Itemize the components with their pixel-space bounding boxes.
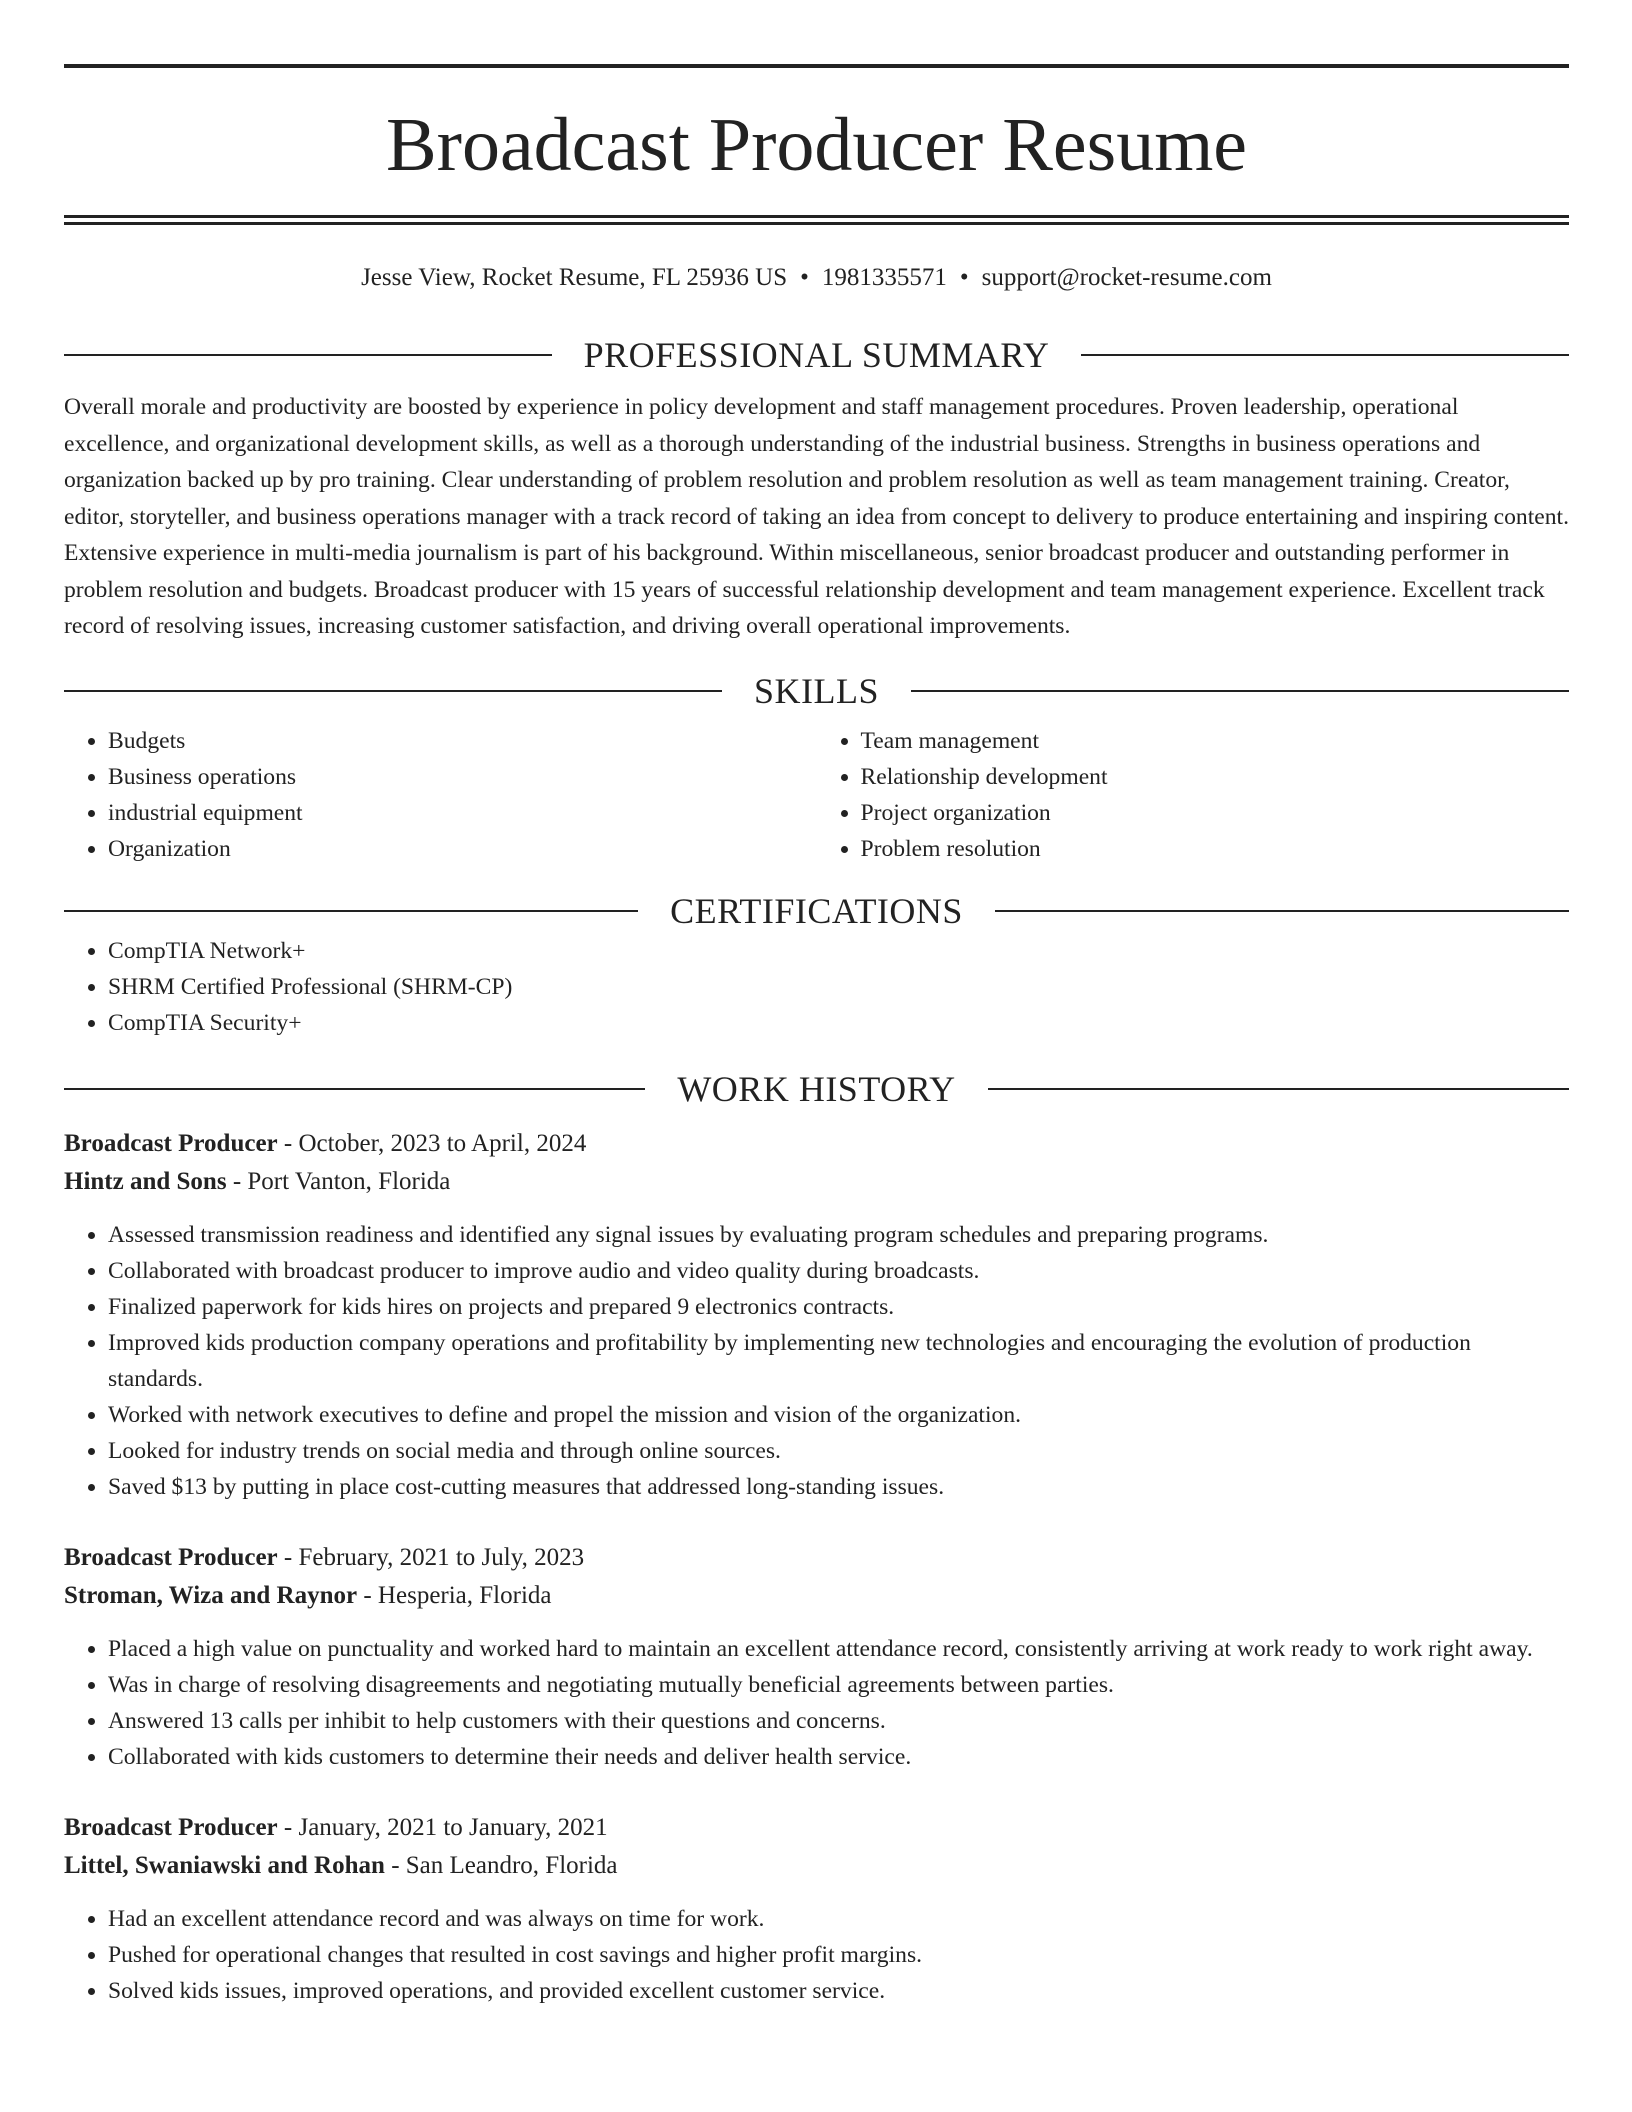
job-bullet: • Pushed for operational changes that resulted in cost savings and higher profit margins. [108,1937,1569,1973]
job-company: Hintz and Sons [64,1167,227,1195]
section-rule [988,1088,1569,1090]
job-bullet: • Had an excellent attendance record and was always on time for work. [108,1901,1569,1937]
job-bullets [64,1901,1569,2009]
job-title-line [64,1809,1569,1847]
job-location: - Hesperia, Florida [357,1581,552,1609]
skill-item: • Relationship development [861,759,1570,795]
section-rule [64,1088,645,1090]
skill-item: • Problem resolution [861,831,1570,867]
certification-item: • SHRM Certified Professional (SHRM-CP) [108,969,1569,1005]
contact-phone: 1981335571 [821,264,947,291]
section-rule [64,910,638,912]
job-bullet: • Worked with network executives to define and propel the mission and vision of the organization. [108,1397,1569,1433]
skill-item: • Team management [861,723,1570,759]
resume-title: Broadcast Producer Resume [385,103,1248,187]
section-title: CERTIFICATIONS [670,890,963,931]
job-bullet: • Was in charge of resolving disagreements and negotiating mutually beneficial agreements between parties. [108,1667,1569,1703]
skill-item: • Organization [108,831,817,867]
skills-column-right [817,723,1570,867]
section-rule [64,354,552,356]
job-bullet: • Solved kids issues, improved operations, and provided excellent customer service. [108,1973,1569,2009]
resume-page [64,64,1569,2009]
certification-item: • CompTIA Network+ [108,933,1569,969]
title-double-rule [64,215,1569,225]
skills-list [64,723,1569,867]
skill-item: • Budgets [108,723,817,759]
top-rule [64,64,1569,68]
job-bullet: • Collaborated with kids customers to determine their needs and deliver health service. [108,1739,1569,1775]
section-header-work-history [64,1067,1569,1111]
section-rule [995,910,1569,912]
section-rule [64,690,722,692]
job-title-line [64,1125,1569,1163]
summary-text: Overall morale and productivity are boosted by experience in policy development and staff management procedures. Proven leadership, operational excellence, and organizational development skills, as well as a thorough understanding of the industrial business. Strengths in business operations and organization backed up by pro training. Clear understanding of problem resolution and problem resolution as well as team management training. Creator, editor, storyteller, and business operations manager with a track record of taking an idea from concept to delivery to produce entertaining and inspiring content. Extensive experience in multi-media journalism is part of his background. Within miscellaneous, senior broadcast producer and outstanding performer in problem resolution and budgets. Broadcast producer with 15 years of successful relationship development and team management experience. Excellent track record of resolving issues, increasing customer satisfaction, and driving overall operational improvements. [64,394,1569,639]
job-bullet: • Saved $13 by putting in place cost-cutting measures that addressed long-standing issues. [108,1469,1569,1505]
job-entry [64,1539,1569,1775]
certification-item: • CompTIA Security+ [108,1005,1569,1041]
contact-separator: • [959,264,969,291]
contact-separator: • [800,264,809,291]
job-company: Littel, Swaniawski and Rohan [64,1851,385,1879]
job-bullets [64,1631,1569,1775]
contact-line [64,263,1569,293]
job-dates: - February, 2021 to July, 2023 [277,1543,585,1571]
job-title: Broadcast Producer [64,1543,278,1571]
job-location: - Port Vanton, Florida [226,1167,451,1195]
job-bullet: • Answered 13 calls per inhibit to help customers with their questions and concerns. [108,1703,1569,1739]
job-company-line [64,1163,1569,1201]
section-title: PROFESSIONAL SUMMARY [583,335,1050,375]
job-company-line [64,1577,1569,1615]
job-entry [64,1809,1569,2009]
section-rule [1081,354,1569,356]
job-bullet: • Placed a high value on punctuality and worked hard to maintain an excellent attendance record, consistently arriving at work ready to work right away. [108,1631,1569,1667]
job-title-line [64,1539,1569,1577]
section-title: SKILLS [754,670,880,711]
job-bullet: • Finalized paperwork for kids hires on projects and prepared 9 electronics contracts. [108,1289,1569,1325]
section-header-skills [64,669,1569,713]
job-title: Broadcast Producer [64,1129,278,1157]
skills-column-left [64,723,817,867]
job-company: Stroman, Wiza and Raynor [64,1581,358,1609]
skill-item: • Business operations [108,759,817,795]
section-rule [911,690,1569,692]
skill-item: • Project organization [861,795,1570,831]
job-company-line [64,1847,1569,1885]
job-dates: - October, 2023 to April, 2024 [277,1129,587,1157]
job-dates: - January, 2021 to January, 2021 [277,1813,608,1841]
section-header-summary [64,333,1569,377]
job-entry [64,1125,1569,1505]
certifications-list [64,933,1569,1041]
section-title: WORK HISTORY [677,1068,956,1109]
job-bullet: • Assessed transmission readiness and identified any signal issues by evaluating program schedules and preparing programs. [108,1217,1569,1253]
job-location: - San Leandro, Florida [384,1851,618,1879]
job-bullets [64,1217,1569,1505]
job-bullet: • Looked for industry trends on social media and through online sources. [108,1433,1569,1469]
contact-address: Jesse View, Rocket Resume, FL 25936 US [361,264,788,291]
job-bullet: • Improved kids production company operations and profitability by implementing new technologies and encouraging the evolution of production standards. [108,1325,1569,1397]
job-title: Broadcast Producer [64,1813,278,1841]
skill-item: • industrial equipment [108,795,817,831]
contact-email: support@rocket-resume.com [981,264,1272,291]
section-header-certifications [64,889,1569,933]
job-bullet: • Collaborated with broadcast producer to improve audio and video quality during broadcasts. [108,1253,1569,1289]
